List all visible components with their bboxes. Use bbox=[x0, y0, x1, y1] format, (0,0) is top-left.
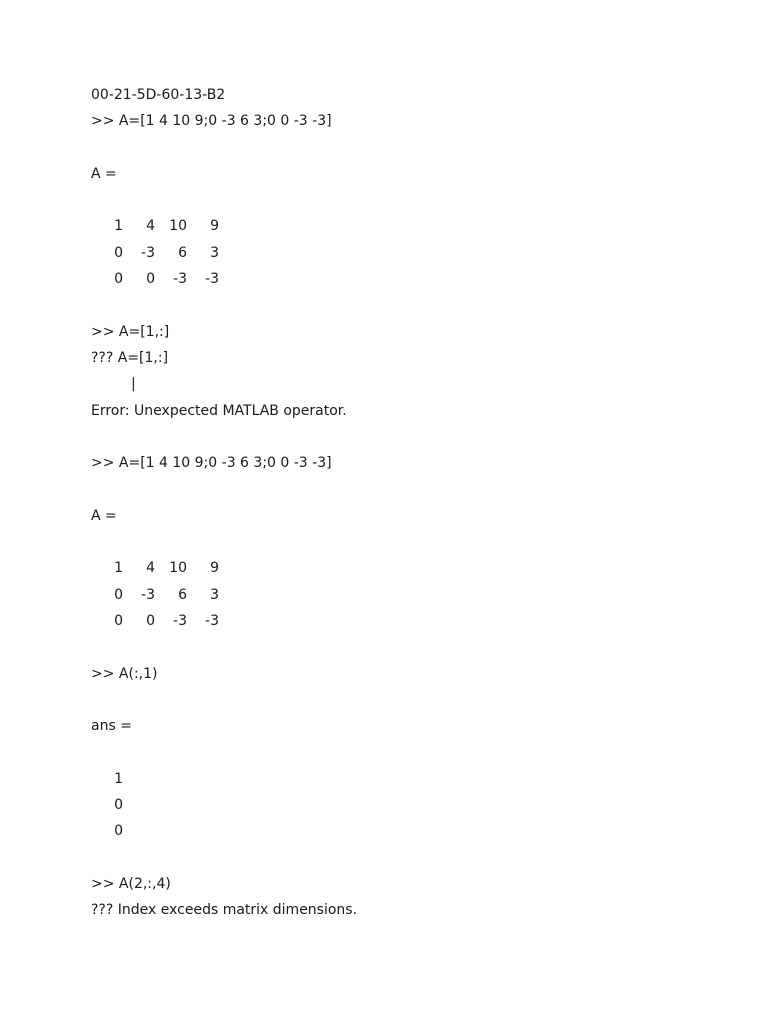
mac-address-line: 00-21-5D-60-13-B2 bbox=[91, 87, 226, 103]
matrix-cell: -3 bbox=[173, 271, 187, 288]
matrix-row bbox=[91, 213, 731, 239]
matrix-cell: -3 bbox=[205, 612, 219, 629]
matrix-cell: 6 bbox=[178, 244, 187, 261]
matrix-cell: 0 bbox=[114, 586, 123, 603]
matrix-cell: 4 bbox=[146, 218, 155, 235]
matrix-cell: 0 bbox=[146, 612, 155, 629]
matrix-cell: -3 bbox=[205, 271, 219, 288]
matrix-cell: 4 bbox=[146, 560, 155, 577]
error-caret: | bbox=[131, 376, 136, 393]
matrix-cell: -3 bbox=[173, 612, 187, 629]
command-line: >> A(2,:,4) bbox=[91, 875, 171, 892]
matrix-row bbox=[91, 608, 731, 634]
matrix-cell: 0 bbox=[114, 612, 123, 629]
error-message: Error: Unexpected MATLAB operator. bbox=[91, 402, 347, 419]
command-line: >> A=[1 4 10 9;0 -3 6 3;0 0 -3 -3] bbox=[91, 455, 332, 472]
matrix-cell: 9 bbox=[210, 560, 219, 577]
column-cell: 1 bbox=[114, 770, 123, 787]
output-label: A = bbox=[91, 165, 117, 182]
matrix-row bbox=[91, 555, 731, 581]
command-line: >> A(:,1) bbox=[91, 665, 158, 682]
matrix-cell: 9 bbox=[210, 218, 219, 235]
matrix-cell: 1 bbox=[114, 218, 123, 235]
matrix-cell: -3 bbox=[141, 244, 155, 261]
output-label: A = bbox=[91, 507, 117, 524]
output-label: ans = bbox=[91, 718, 132, 735]
matrix-cell: 3 bbox=[210, 244, 219, 261]
matrix-cell: 1 bbox=[114, 560, 123, 577]
error-caret-row bbox=[91, 371, 731, 397]
column-row bbox=[91, 818, 731, 844]
command-line: >> A=[1 4 10 9;0 -3 6 3;0 0 -3 -3] bbox=[91, 113, 332, 130]
column-cell: 0 bbox=[114, 797, 123, 814]
matrix-cell: -3 bbox=[141, 586, 155, 603]
matlab-transcript bbox=[91, 82, 731, 924]
error-echo: ??? A=[1,:] bbox=[91, 349, 169, 366]
matrix-cell: 0 bbox=[146, 271, 155, 288]
command-line: >> A=[1,:] bbox=[91, 323, 170, 340]
column-cell: 0 bbox=[114, 823, 123, 840]
matrix-cell: 10 bbox=[169, 560, 187, 577]
matrix-row bbox=[91, 266, 731, 292]
column-row bbox=[91, 766, 731, 792]
matrix-cell: 10 bbox=[169, 218, 187, 235]
error-message: ??? Index exceeds matrix dimensions. bbox=[91, 902, 358, 919]
matrix-cell: 0 bbox=[114, 244, 123, 261]
matrix-row bbox=[91, 240, 731, 266]
column-row bbox=[91, 792, 731, 818]
matrix-row bbox=[91, 582, 731, 608]
matrix-cell: 0 bbox=[114, 271, 123, 288]
matrix-cell: 6 bbox=[178, 586, 187, 603]
matrix-cell: 3 bbox=[210, 586, 219, 603]
